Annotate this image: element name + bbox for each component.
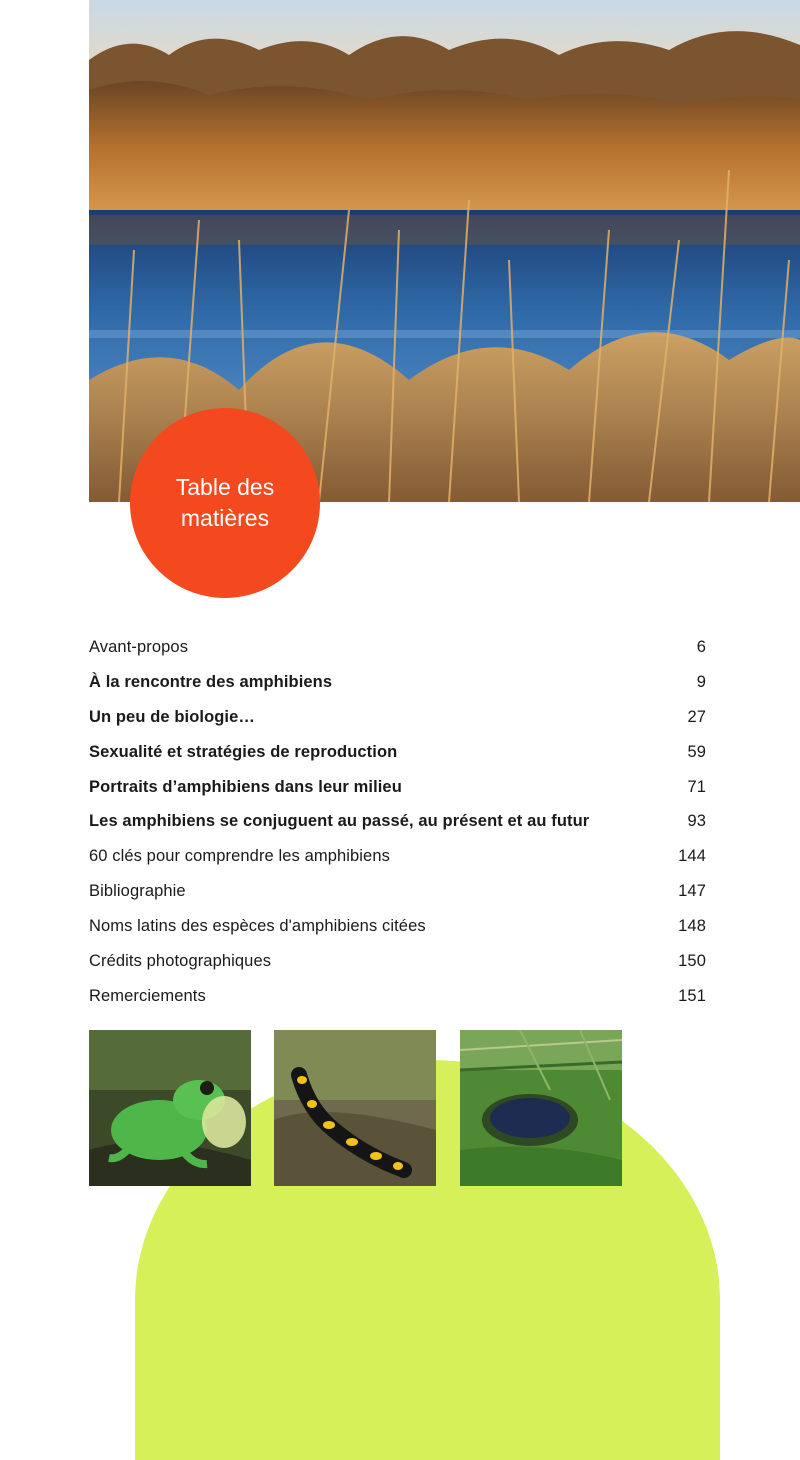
toc-entry[interactable] [89, 700, 706, 735]
toc-entry-page: 93 [687, 812, 706, 831]
toc-entry[interactable] [89, 665, 706, 700]
toc-entry-title: Avant-propos [89, 637, 189, 656]
toc-entry[interactable] [89, 874, 706, 909]
toc-entry-title: Les amphibiens se conjuguent au passé, au présent et au futur [89, 812, 590, 831]
toc-entry-title: Portraits d’amphibiens dans leur milieu [89, 777, 402, 796]
toc-entry-page: 150 [678, 951, 706, 970]
toc-entry-page: 144 [678, 847, 706, 866]
toc-entry-page: 27 [687, 707, 706, 726]
toc-entry-page: 6 [696, 637, 706, 656]
toc-entry-page: 148 [678, 917, 706, 936]
toc-entry-title: Bibliographie [89, 882, 186, 901]
toc-entry[interactable] [89, 839, 706, 874]
toc-entry-title: Sexualité et stratégies de reproduction [89, 742, 398, 761]
table-of-contents [89, 630, 706, 1014]
toc-entry-title: À la rencontre des amphibiens [89, 672, 333, 691]
toc-entry[interactable] [89, 770, 706, 805]
toc-entry-title: Remerciements [89, 986, 206, 1005]
fire-salamander-photo [274, 1030, 436, 1186]
tree-frog-photo [89, 1030, 251, 1186]
toc-entry-title: Noms latins des espèces d'amphibiens citées [89, 917, 426, 936]
toc-entry-title: Un peu de biologie… [89, 707, 255, 726]
page-title: Table des matières [175, 474, 275, 531]
toc-entry-page: 151 [678, 986, 706, 1005]
toc-entry[interactable] [89, 804, 706, 839]
toc-entry-page: 147 [678, 882, 706, 901]
toc-entry[interactable] [89, 630, 706, 665]
toc-entry[interactable] [89, 979, 706, 1014]
toc-entry-title: 60 clés pour comprendre les amphibiens [89, 847, 390, 866]
aerial-pond-photo [460, 1030, 622, 1186]
toc-entry[interactable] [89, 909, 706, 944]
title-badge [130, 408, 320, 598]
toc-entry[interactable] [89, 735, 706, 770]
toc-entry-page: 71 [687, 777, 706, 796]
toc-entry[interactable] [89, 944, 706, 979]
toc-entry-page: 59 [687, 742, 706, 761]
toc-entry-page: 9 [696, 672, 706, 691]
toc-entry-title: Crédits photographiques [89, 951, 272, 970]
